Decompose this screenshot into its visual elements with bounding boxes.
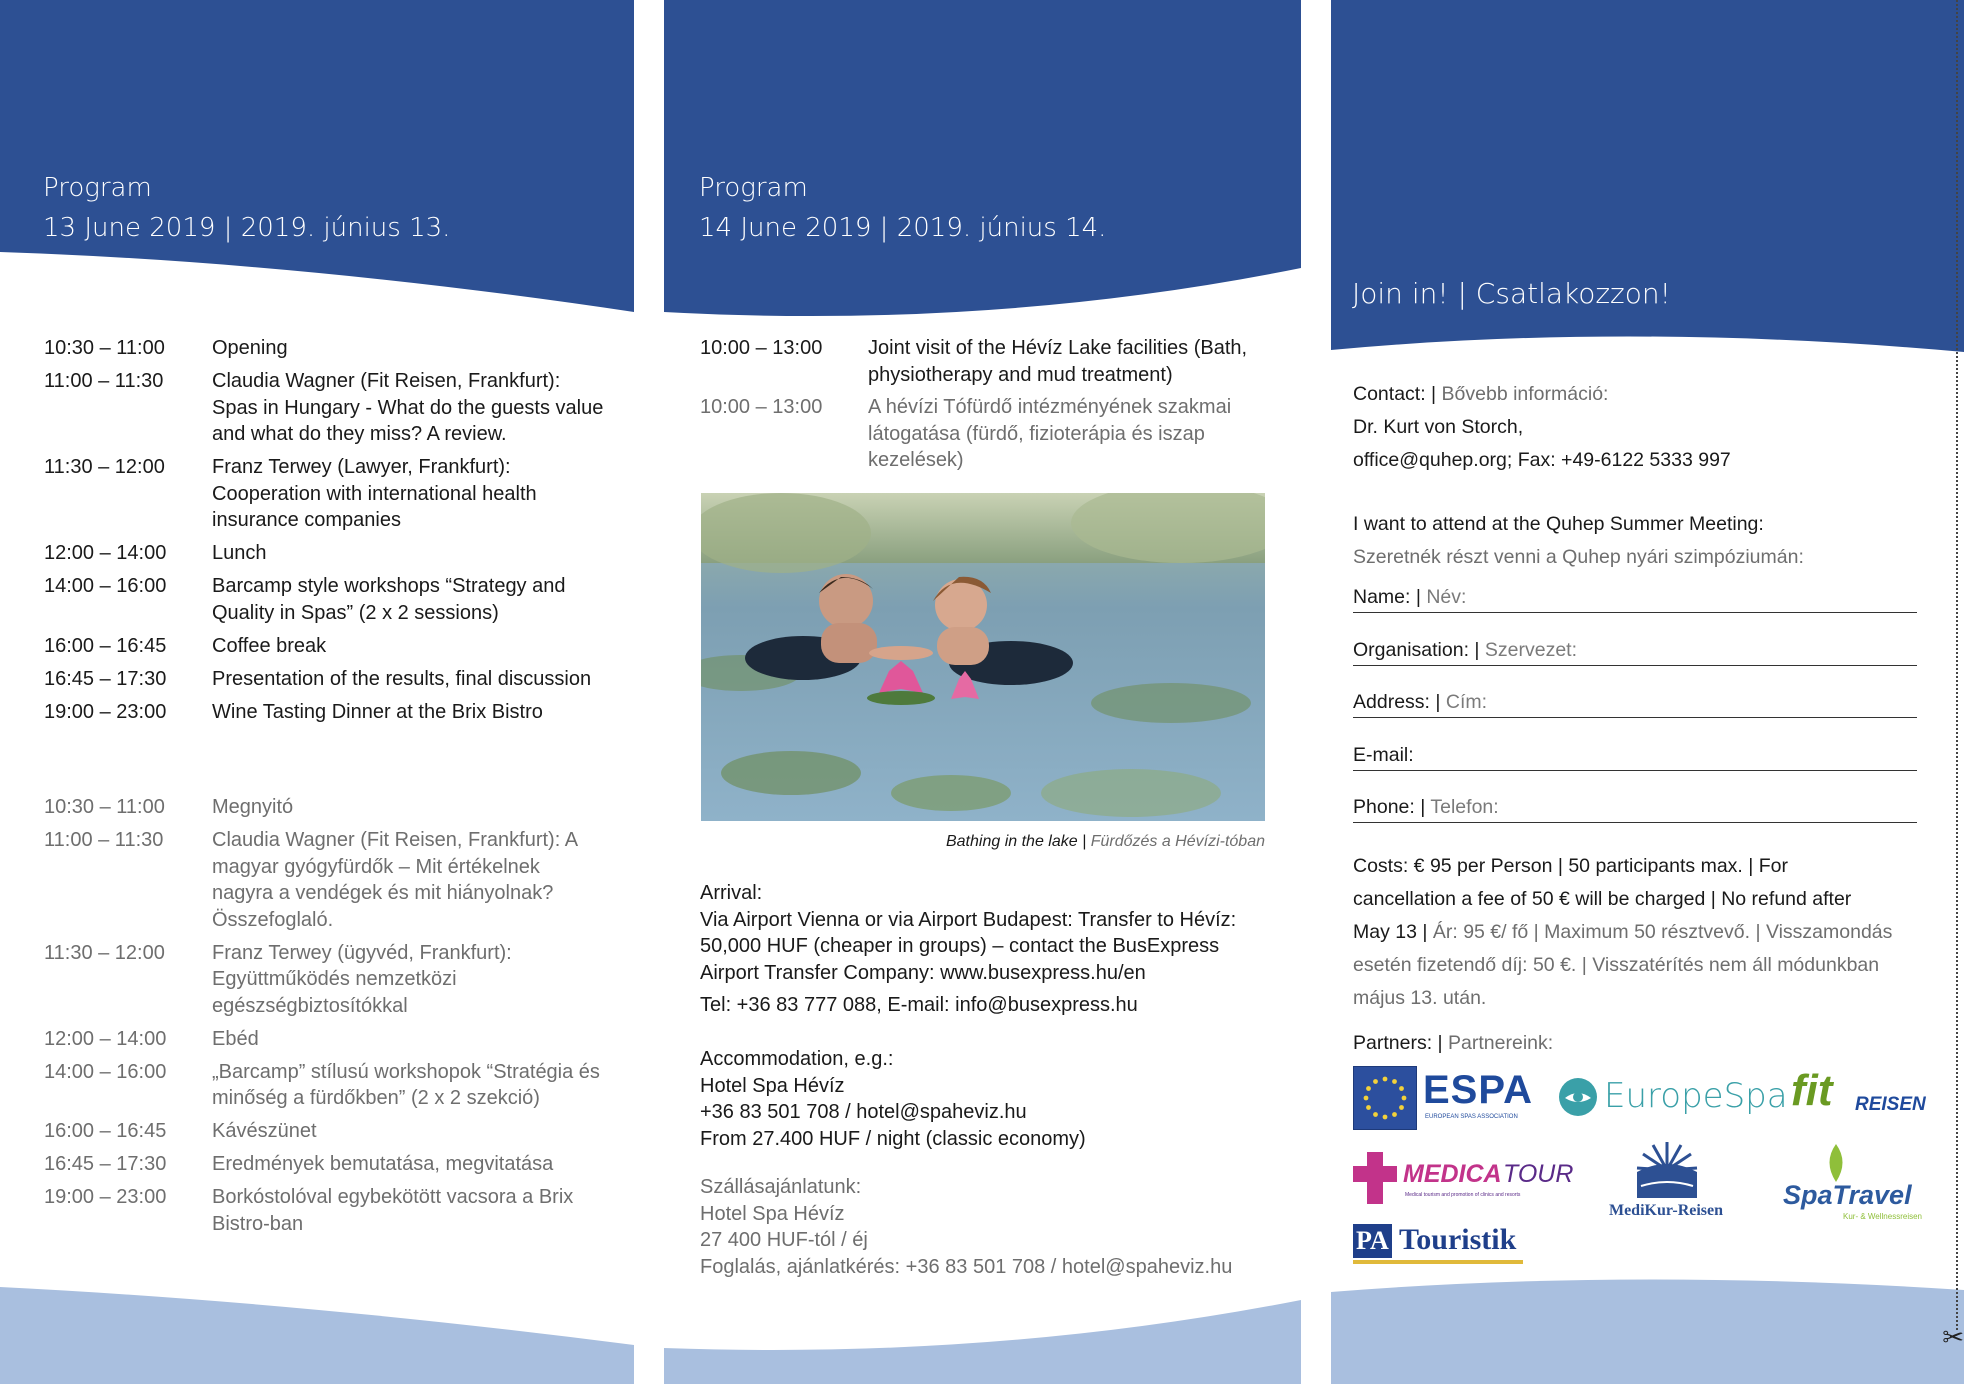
pa-touristik-logo — [1353, 1222, 1543, 1266]
contact-details: office@quhep.org; Fax: +49-6122 5333 997 — [1353, 449, 1731, 471]
schedule-hu-description: Franz Terwey (ügyvéd, Frankfurt): Együttműködés nemzetközi egészségbiztosítókkal — [212, 941, 512, 1017]
schedule-en-description: Claudia Wagner (Fit Reisen, Frankfurt): Spas in Hungary - What do the guests value and what do they miss? A review. — [212, 370, 604, 445]
schedule-en-time: 14:00 – 16:00 — [44, 575, 167, 597]
panel3-title: Join in! | Csatlakozzon! — [1352, 277, 1671, 310]
form-field-phone[interactable] — [1353, 792, 1917, 823]
registration-panel — [1331, 0, 1964, 1384]
accommodation-hotel: Hotel Spa Hévíz — [700, 1074, 845, 1097]
arrival-body: Via Airport Vienna or via Airport Budapest: Transfer to Hévíz: 50,000 HUF (cheaper in groups) – contact the BusExpress Airport Transfer Company: www.busexpress.hu/en — [700, 908, 1237, 984]
panel2-header — [699, 168, 1106, 248]
espa-subtitle: EUROPEAN SPAS ASSOCIATION — [1425, 1114, 1518, 1120]
fit-wordmark: fit — [1791, 1066, 1833, 1115]
schedule-en-description: Barcamp style workshops “Strategy and Quality in Spas” (2 x 2 sessions) — [212, 575, 566, 624]
reisen-wordmark: REISEN — [1855, 1094, 1926, 1115]
panel2-date: 14 June 2019 | 2019. június 14. — [699, 213, 1107, 243]
schedule-en-time: 16:00 – 16:45 — [44, 634, 167, 657]
schedule-hu-description: Eredmények bemutatása, megvitatása — [212, 1153, 554, 1175]
schedule-hungarian — [44, 794, 604, 1244]
panel1-header — [43, 168, 450, 248]
day2-schedule-en-time: 10:00 – 13:00 — [700, 337, 823, 359]
schedule-hu-description: Ebéd — [212, 1027, 259, 1050]
pa-mark: PA — [1353, 1224, 1392, 1258]
schedule-hu-row — [44, 794, 604, 821]
day2-schedule-hu-description: A hévízi Tófürdő intézményének szakmai látogatása (fürdő, fizioterápia és iszap kezelések) — [868, 396, 1232, 471]
form-field-separator: | — [1468, 638, 1485, 661]
attend-section — [1353, 508, 1933, 574]
contact-label: Contact: — [1353, 383, 1426, 405]
accommodation-hu-hotel: Hotel Spa Hévíz — [700, 1202, 845, 1225]
medikur-reisen-logo — [1601, 1140, 1731, 1224]
panel1-date: 13 June 2019 | 2019. június 13. — [43, 213, 451, 243]
accommodation-hu-heading: Szállásajánlatunk: — [700, 1176, 862, 1198]
schedule-hu-row — [44, 1026, 604, 1053]
day2-schedule-en-description: Joint visit of the Hévíz Lake facilities (Bath, physiotherapy and mud treatment) — [868, 337, 1248, 386]
schedule-hu-time: 16:45 – 17:30 — [44, 1153, 167, 1175]
schedule-en-row — [44, 454, 604, 534]
schedule-hu-row — [44, 827, 604, 933]
scissors-icon: ✂ — [1942, 1322, 1964, 1352]
schedule-en-description: Opening — [212, 337, 288, 359]
day2-schedule-hu-time: 10:00 – 13:00 — [700, 396, 823, 418]
schedule-hu-row — [44, 1118, 604, 1145]
form-field-label-hu: Telefon: — [1430, 796, 1499, 818]
form-field-name[interactable] — [1353, 582, 1917, 613]
schedule-en-row — [44, 666, 604, 693]
form-field-label: Organisation: — [1353, 638, 1469, 661]
schedule-hu-time: 11:30 – 12:00 — [44, 941, 165, 964]
schedule-hu-description: Kávészünet — [212, 1120, 317, 1142]
accommodation-hu-section — [700, 1174, 1290, 1280]
accommodation-hu-price: 27 400 HUF-tól / éj — [700, 1229, 868, 1251]
arrival-heading: Arrival: — [700, 882, 763, 904]
schedule-en-row — [44, 540, 604, 567]
contact-separator: | — [1425, 383, 1442, 405]
spa-travel-flame-icon — [1821, 1144, 1851, 1184]
medikur-sunburst-icon — [1635, 1140, 1699, 1200]
spa-travel-logo — [1783, 1144, 1933, 1224]
form-field-label: Phone: — [1353, 796, 1415, 818]
partners-heading — [1353, 1027, 1553, 1060]
schedule-en-description: Franz Terwey (Lawyer, Frankfurt): Cooperation with international health insurance companies — [212, 456, 537, 531]
schedule-hu-description: „Barcamp” stílusú workshopok “Stratégia és minőség a fürdőkben” (2 x 2 szekció) — [212, 1060, 600, 1109]
schedule-en-row — [44, 699, 604, 726]
contact-name: Dr. Kurt von Storch, — [1353, 416, 1524, 438]
costs-section — [1353, 850, 1893, 1015]
contact-label-hu: Bővebb információ: — [1441, 383, 1609, 405]
arrival-section — [700, 880, 1270, 1019]
photo-caption-en: Bathing in the lake — [945, 833, 1078, 850]
schedule-en-row — [44, 633, 604, 660]
panel3-header — [1352, 274, 1671, 314]
cut-line — [1956, 0, 1958, 1330]
partners-label-hu: Partnereink: — [1448, 1032, 1554, 1054]
contact-section — [1353, 378, 1933, 477]
spa-travel-subtitle: Kur- & Wellnessreisen — [1843, 1212, 1922, 1221]
accommodation-hu-booking: Foglalás, ajánlatkérés: +36 83 501 708 / hotel@spaheviz.hu — [700, 1255, 1233, 1278]
schedule-en-row — [44, 335, 604, 362]
schedule-en-time: 11:00 – 11:30 — [44, 370, 164, 392]
medica-subtitle: Medical tourism and promotion of clinics and resorts — [1405, 1192, 1521, 1198]
espa-wordmark: ESPA — [1423, 1068, 1533, 1112]
medikur-wordmark: MediKur-Reisen — [1608, 1202, 1724, 1219]
europespa-logo — [1557, 1074, 1787, 1120]
schedule-en-row — [44, 368, 604, 448]
schedule-hu-description: Borkóstolóval egybekötött vacsora a Brix Bistro-ban — [212, 1186, 574, 1235]
form-field-address[interactable] — [1353, 687, 1917, 718]
schedule-hu-time: 19:00 – 23:00 — [44, 1186, 167, 1208]
photo-caption-hu: Fürdőzés a Hévízi-tóban — [1090, 833, 1265, 850]
eu-flag-icon — [1353, 1066, 1417, 1130]
caption-separator: | — [1077, 833, 1091, 850]
medica-wordmark: MEDICA — [1403, 1160, 1502, 1188]
accommodation-phone: +36 83 501 708 / hotel@spaheviz.hu — [700, 1101, 1027, 1123]
espa-logo — [1353, 1066, 1533, 1128]
schedule-hu-time: 16:00 – 16:45 — [44, 1120, 167, 1142]
form-field-email[interactable] — [1353, 740, 1917, 771]
program-day2-panel — [664, 0, 1301, 1384]
day2-schedule-hu-row — [700, 394, 1270, 474]
partners-label: Partners: — [1353, 1032, 1433, 1054]
form-field-label: E-mail: — [1353, 743, 1414, 766]
schedule-en-row — [44, 573, 604, 626]
form-field-label-hu: Név: — [1426, 586, 1467, 608]
medical-cross-icon — [1353, 1152, 1397, 1204]
form-field-label-hu: Cím: — [1445, 691, 1488, 713]
photo-caption — [946, 833, 1265, 851]
schedule-en-time: 16:45 – 17:30 — [44, 667, 167, 690]
fit-reisen-logo — [1791, 1066, 1931, 1120]
day2-schedule-en-row — [700, 335, 1270, 388]
schedule-en-description: Coffee break — [212, 634, 327, 657]
schedule-hu-description: Claudia Wagner (Fit Reisen, Frankfurt): A magyar gyógyfürdők – Mit értékelnek nagyra a vendégek és mit hiányolnak? Összefoglaló. — [212, 829, 577, 931]
schedule-en-time: 19:00 – 23:00 — [44, 700, 167, 723]
accommodation-section — [700, 1046, 1270, 1152]
schedule-en-description: Lunch — [212, 542, 267, 564]
partners-separator: | — [1432, 1032, 1449, 1054]
accommodation-price: From 27.400 HUF / night (classic economy) — [700, 1127, 1086, 1150]
schedule-hu-time: 14:00 – 16:00 — [44, 1060, 167, 1083]
medica-tour-logo — [1353, 1150, 1574, 1208]
schedule-hu-time: 11:00 – 11:30 — [44, 829, 164, 851]
form-field-separator: | — [1414, 796, 1431, 818]
arrival-contact: Tel: +36 83 777 088, E-mail: info@busexpress.hu — [700, 994, 1138, 1016]
schedule-en-time: 11:30 – 12:00 — [44, 456, 165, 478]
costs-en: Costs: € 95 per Person | 50 participants max. | For cancellation a fee of 50 € will be charged | No refund after May 13 | — [1353, 855, 1852, 943]
form-field-label: Name: — [1353, 586, 1411, 608]
schedule-en-description: Wine Tasting Dinner at the Brix Bistro — [212, 700, 543, 723]
schedule-hu-row — [44, 1059, 604, 1112]
schedule-en-time: 12:00 – 14:00 — [44, 542, 167, 564]
schedule-hu-row — [44, 1184, 604, 1237]
europespa-emblem-icon — [1557, 1076, 1599, 1118]
day2-schedule-hungarian — [700, 394, 1270, 480]
panel2-title: Program — [699, 173, 808, 203]
schedule-hu-row — [44, 940, 604, 1020]
schedule-en-description: Presentation of the results, final discussion — [212, 667, 592, 690]
schedule-hu-row — [44, 1151, 604, 1178]
attend-en: I want to attend at the Quhep Summer Meeting: — [1353, 513, 1764, 535]
touristik-wordmark: Touristik — [1399, 1223, 1517, 1256]
costs-hu: Ár: 95 €/ fő | Maximum 50 résztvevő. | Visszamondás esetén fizetendő díj: 50 €. | Visszatérítés nem áll módunkban május 13. után. — [1353, 921, 1893, 1009]
day2-schedule-english — [700, 335, 1270, 395]
attend-hu: Szeretnék részt venni a Quhep nyári szimpóziumán: — [1353, 546, 1804, 568]
form-field-label-hu: Szervezet: — [1484, 638, 1578, 661]
panel1-title: Program — [43, 173, 152, 203]
schedule-hu-time: 12:00 – 14:00 — [44, 1027, 167, 1050]
schedule-english — [44, 335, 604, 732]
schedule-hu-time: 10:30 – 11:00 — [44, 796, 165, 818]
pa-underline — [1353, 1260, 1523, 1264]
spa-travel-wordmark: SpaTravel — [1783, 1180, 1912, 1210]
form-field-separator: | — [1410, 586, 1427, 608]
form-field-label: Address: — [1353, 691, 1430, 713]
program-day1-panel — [0, 0, 634, 1384]
schedule-hu-description: Megnyitó — [212, 796, 294, 818]
europespa-wordmark: EuropeSpa — [1604, 1076, 1788, 1116]
schedule-en-time: 10:30 – 11:00 — [44, 337, 165, 359]
accommodation-heading: Accommodation, e.g.: — [700, 1048, 894, 1070]
lake-bathing-photo — [701, 493, 1265, 821]
form-field-separator: | — [1429, 691, 1446, 713]
tour-wordmark: TOUR — [1503, 1160, 1574, 1188]
form-field-organisation[interactable] — [1353, 635, 1917, 666]
